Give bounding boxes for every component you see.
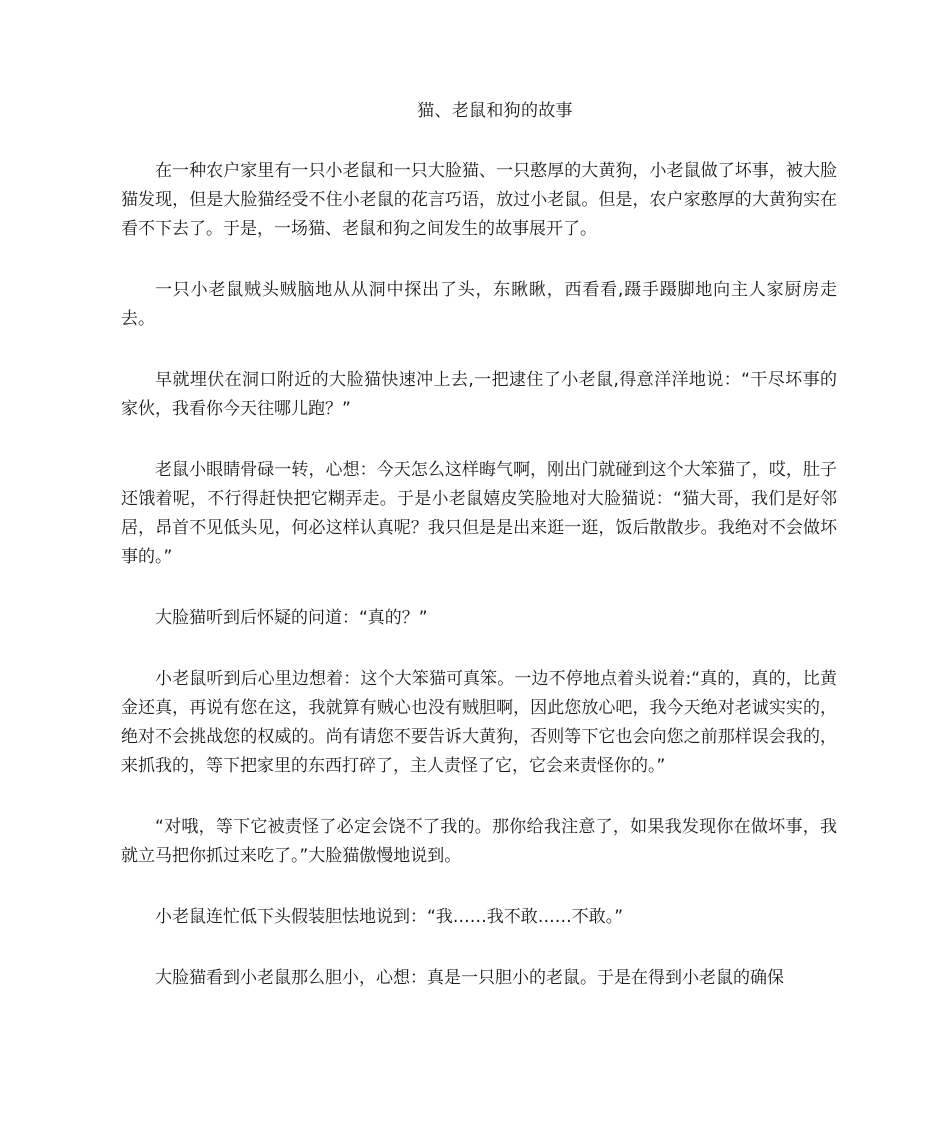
- document-title: 猫、老鼠和狗的故事: [417, 101, 573, 121]
- paragraph: 老鼠小眼睛骨碌一转，心想：今天怎么这样晦气啊，刚出门就碰到这个大笨猫了，哎，肚子还饿着呢，不行得赶快把它糊弄走。于是小老鼠嬉皮笑脸地对大脸猫说：“猫大哥，我们是好邻居，昂首不见低头见，何必这样认真呢？我只但是是出来逛一逛，饭后散散步。我绝对不会做坏事的。”: [121, 460, 837, 567]
- paragraph: 一只小老鼠贼头贼脑地从从洞中探出了头，东瞅瞅，西看看,蹑手蹑脚地向主人家厨房走去。: [121, 280, 837, 329]
- paragraph: 早就埋伏在洞口附近的大脸猫快速冲上去,一把逮住了小老鼠,得意洋洋地说：“干尽坏事的家伙，我看你今天往哪儿跑？”: [121, 370, 837, 419]
- paragraph: 大脸猫看到小老鼠那么胆小，心想：真是一只胆小的老鼠。于是在得到小老鼠的确保: [155, 968, 784, 988]
- paragraph: 小老鼠连忙低下头假装胆怯地说到：“我……我不敢……不敢。”: [155, 907, 624, 927]
- paragraph: 小老鼠听到后心里边想着：这个大笨猫可真笨。一边不停地点着头说着:“真的，真的，比黄金还真，再说有您在这，我就算有贼心也没有贼胆啊，因此您放心吧，我今天绝对老诚实实的，绝对不会挑战您的权威的。尚有请您不要告诉大黄狗，否则等下它也会向您之前那样误会我的，来抓我的，等下把家里的东西打碎了，主人责怪了它，它会来责怪你的。”: [121, 669, 837, 776]
- paragraph: 大脸猫听到后怀疑的问道：“真的？”: [155, 608, 428, 628]
- paragraph: “对哦，等下它被责怪了必定会饶不了我的。那你给我注意了，如果我发现你在做坏事，我就立马把你抓过来吃了。”大脸猫傲慢地说到。: [121, 817, 837, 866]
- paragraph: 在一种农户家里有一只小老鼠和一只大脸猫、一只憨厚的大黄狗，小老鼠做了坏事，被大脸猫发现，但是大脸猫经受不住小老鼠的花言巧语，放过小老鼠。但是，农户家憨厚的大黄狗实在看不下去了。于是，一场猫、老鼠和狗之间发生的故事展开了。: [121, 161, 837, 239]
- document-body: [121, 157, 837, 1025]
